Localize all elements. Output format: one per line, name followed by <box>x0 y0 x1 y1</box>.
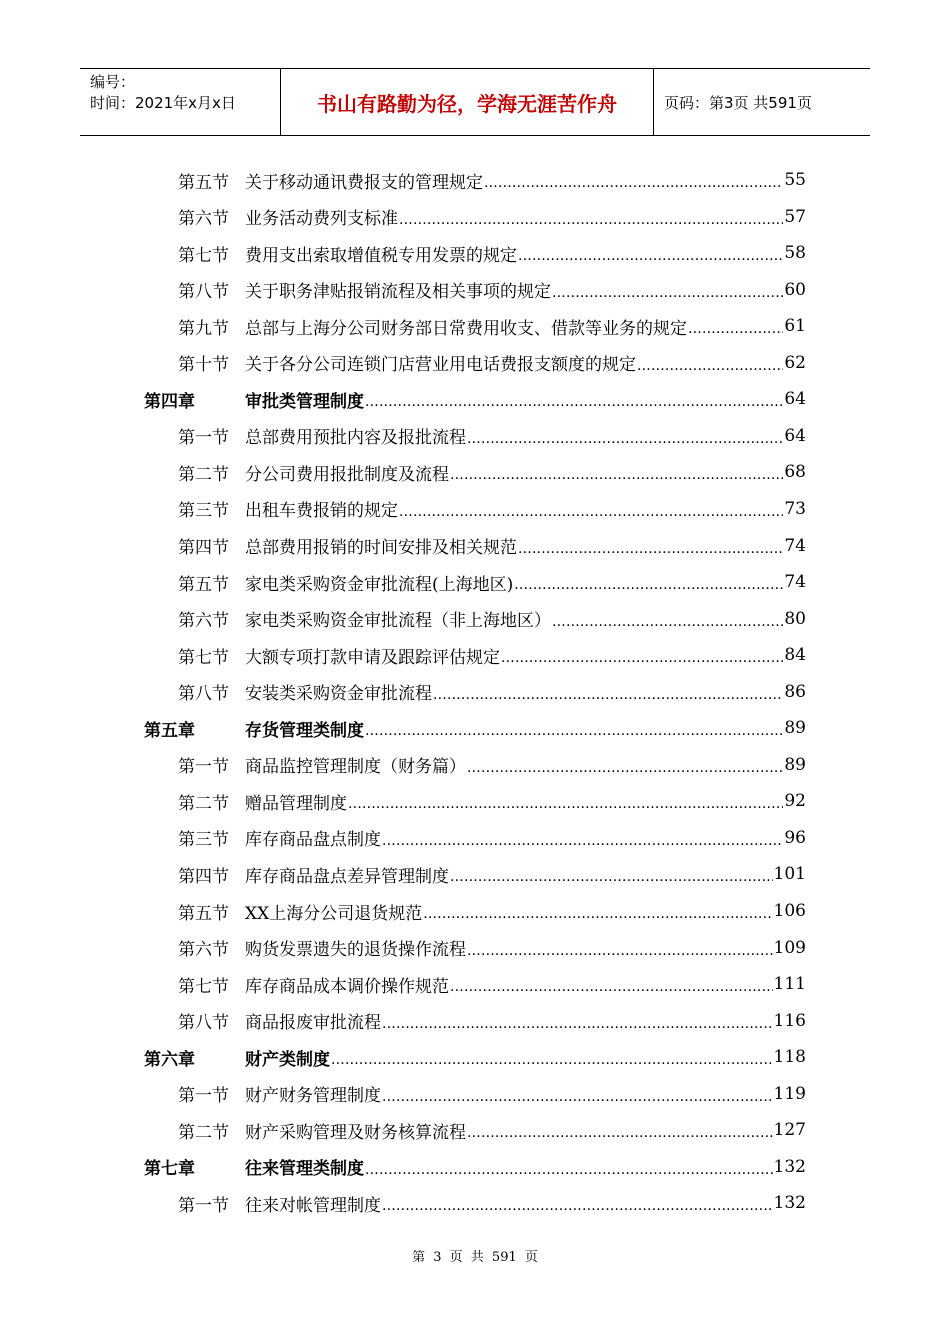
toc-chapter-entry[interactable] <box>144 710 806 746</box>
toc-section-entry[interactable] <box>178 637 806 673</box>
toc-section-entry[interactable] <box>178 674 806 710</box>
toc-entry-title: 关于移动通讯费报支的管理规定 <box>245 172 483 193</box>
toc-section-entry[interactable] <box>178 308 806 344</box>
toc-section-entry[interactable] <box>178 454 806 490</box>
toc-entry-title: 财产财务管理制度 <box>245 1086 381 1107</box>
toc-entry-number: 第八节 <box>178 1013 229 1034</box>
toc-section-entry[interactable] <box>178 1185 806 1221</box>
toc-dot-leader <box>365 720 783 740</box>
toc-entry-number: 第一节 <box>178 428 229 449</box>
toc-dot-leader <box>348 793 783 813</box>
toc-section-entry[interactable] <box>178 1112 806 1148</box>
toc-entry-page-number: 84 <box>784 645 806 666</box>
toc-entry-page-number: 116 <box>773 1010 806 1031</box>
toc-entry-page-number: 74 <box>784 572 806 593</box>
toc-dot-leader <box>382 1013 773 1033</box>
toc-section-entry[interactable] <box>178 528 806 564</box>
page-footer: 第 3 页 共 591 页 <box>412 1250 538 1265</box>
toc-entry-number: 第四章 <box>144 391 195 412</box>
toc-entry-number: 第七节 <box>178 245 229 266</box>
toc-entry-title: 财产类制度 <box>245 1049 330 1070</box>
toc-dot-leader <box>467 428 783 448</box>
toc-entry-number: 第十节 <box>178 355 229 376</box>
toc-entry-page-number: 74 <box>784 535 806 556</box>
toc-dot-leader <box>552 611 783 631</box>
toc-entry-page-number: 73 <box>784 498 806 519</box>
toc-section-entry[interactable] <box>178 199 806 235</box>
toc-entry-title: 家电类采购资金审批流程(上海地区) <box>245 574 514 595</box>
toc-section-entry[interactable] <box>178 235 806 271</box>
toc-entry-title: 安装类采购资金审批流程 <box>245 684 432 705</box>
toc-entry-number: 第八节 <box>178 282 229 303</box>
page-header <box>80 68 870 136</box>
toc-chapter-entry[interactable] <box>144 1149 806 1185</box>
toc-entry-page-number: 80 <box>784 608 806 629</box>
toc-entry-number: 第五节 <box>178 172 229 193</box>
toc-dot-leader <box>450 464 783 484</box>
toc-entry-page-number: 89 <box>784 754 806 775</box>
toc-entry-title: 总部费用预批内容及报批流程 <box>245 428 466 449</box>
toc-entry-number: 第二节 <box>178 464 229 485</box>
toc-dot-leader <box>331 1049 773 1069</box>
toc-entry-title: 大额专项打款申请及跟踪评估规定 <box>245 647 500 668</box>
toc-dot-leader <box>518 538 783 558</box>
toc-dot-leader <box>518 245 783 265</box>
toc-entry-number: 第四节 <box>178 866 229 887</box>
toc-entry-number: 第一节 <box>178 1086 229 1107</box>
toc-dot-leader <box>423 903 772 923</box>
toc-dot-leader <box>433 684 783 704</box>
toc-entry-number: 第六节 <box>178 940 229 961</box>
toc-entry-page-number: 60 <box>784 279 806 300</box>
toc-entry-number: 第七节 <box>178 976 229 997</box>
toc-entry-title: 购货发票遗失的退货操作流程 <box>245 940 466 961</box>
toc-entry-title: 费用支出索取增值税专用发票的规定 <box>245 245 517 266</box>
toc-entry-title: 往来对帐管理制度 <box>245 1195 381 1216</box>
toc-entry-page-number: 119 <box>773 1083 806 1104</box>
document-code-label: 编号： <box>90 73 136 91</box>
toc-entry-title: 库存商品盘点制度 <box>245 830 381 851</box>
toc-entry-number: 第二节 <box>178 793 229 814</box>
toc-entry-number: 第三节 <box>178 830 229 851</box>
toc-entry-title: 关于职务津贴报销流程及相关事项的规定 <box>245 282 551 303</box>
toc-section-entry[interactable] <box>178 1076 806 1112</box>
toc-dot-leader <box>688 318 783 338</box>
toc-entry-title: 总部费用报销的时间安排及相关规范 <box>245 538 517 558</box>
toc-entry-title: 赠品管理制度 <box>245 793 347 814</box>
toc-dot-leader <box>637 355 783 375</box>
toc-entry-number: 第五章 <box>144 720 195 741</box>
toc-entry-page-number: 106 <box>773 901 806 921</box>
toc-section-entry[interactable] <box>178 345 806 381</box>
toc-chapter-entry[interactable] <box>144 1039 806 1075</box>
header-page-info: 页码：第3页 共591页 <box>664 93 812 112</box>
toc-dot-leader <box>450 976 773 996</box>
toc-entry-page-number: 96 <box>784 827 806 848</box>
toc-entry-page-number: 57 <box>784 206 806 227</box>
toc-entry-title: 商品报废审批流程 <box>245 1013 381 1034</box>
toc-dot-leader <box>399 209 783 229</box>
toc-section-entry[interactable] <box>178 820 806 856</box>
toc-entry-title: 存货管理类制度 <box>245 720 364 741</box>
toc-dot-leader <box>382 830 783 850</box>
toc-entry-title: 分公司费用报批制度及流程 <box>245 464 449 485</box>
toc-dot-leader <box>514 574 783 594</box>
toc-entry-title: 出租车费报销的规定 <box>245 501 398 522</box>
toc-entry-title: 审批类管理制度 <box>245 391 364 412</box>
toc-section-entry[interactable] <box>178 930 806 966</box>
toc-entry-number: 第三节 <box>178 501 229 522</box>
toc-dot-leader <box>365 391 783 411</box>
toc-entry-title: 总部与上海分公司财务部日常费用收支、借款等业务的规定 <box>245 318 687 339</box>
toc-section-entry[interactable] <box>178 783 806 819</box>
toc-entry-page-number: 62 <box>784 352 806 373</box>
toc-dot-leader <box>382 1086 773 1106</box>
toc-entry-title: 业务活动费列支标准 <box>245 209 398 230</box>
toc-entry-number: 第六节 <box>178 611 229 632</box>
toc-entry-title: 库存商品成本调价操作规范 <box>245 976 449 997</box>
toc-dot-leader <box>467 940 773 960</box>
header-slogan: 书山有路勤为径，学海无涯苦作舟 <box>281 69 654 135</box>
toc-entry-number: 第九节 <box>178 318 229 339</box>
toc-section-entry[interactable] <box>178 601 806 637</box>
toc-section-entry[interactable] <box>178 272 806 308</box>
toc-entry-page-number: 64 <box>784 425 806 446</box>
toc-entry-page-number: 111 <box>773 974 806 995</box>
toc-entry-page-number: 109 <box>773 937 806 958</box>
toc-entry-number: 第七节 <box>178 647 229 668</box>
toc-entry-number: 第七章 <box>144 1159 195 1180</box>
toc-entry-number: 第一节 <box>178 1195 229 1216</box>
toc-entry-title: 财产采购管理及财务核算流程 <box>245 1122 466 1143</box>
toc-dot-leader <box>467 1122 773 1142</box>
document-time: 时间：2021年x月x日 <box>90 94 236 112</box>
toc-entry-page-number: 55 <box>784 170 806 190</box>
toc-entry-title: 往来管理类制度 <box>245 1159 364 1180</box>
toc-entry-page-number: 58 <box>784 243 806 264</box>
toc-dot-leader <box>382 1195 773 1215</box>
toc-dot-leader <box>467 757 783 777</box>
toc-section-entry[interactable] <box>178 162 806 198</box>
toc-chapter-entry[interactable] <box>144 381 806 417</box>
toc-section-entry[interactable] <box>178 856 806 892</box>
toc-dot-leader <box>450 866 773 886</box>
toc-entry-title: XX上海分公司退货规范 <box>245 903 423 924</box>
toc-entry-page-number: 101 <box>773 864 806 885</box>
toc-section-entry[interactable] <box>178 966 806 1002</box>
toc-entry-number: 第八节 <box>178 684 229 705</box>
toc-dot-leader <box>501 647 783 667</box>
toc-entry-number: 第五节 <box>178 574 229 595</box>
toc-entry-title: 商品监控管理制度（财务篇） <box>245 757 466 778</box>
toc-entry-page-number: 64 <box>784 389 806 410</box>
toc-entry-number: 第六章 <box>144 1049 195 1070</box>
toc-entry-number: 第六节 <box>178 209 229 230</box>
toc-entry-page-number: 89 <box>784 718 806 739</box>
toc-section-entry[interactable] <box>178 491 806 527</box>
toc-entry-number: 第二节 <box>178 1122 229 1143</box>
toc-entry-title: 家电类采购资金审批流程（非上海地区） <box>245 611 551 632</box>
toc-entry-number: 第四节 <box>178 538 229 558</box>
toc-section-entry[interactable] <box>178 564 806 600</box>
toc-dot-leader <box>399 501 783 521</box>
toc-entry-page-number: 127 <box>773 1120 806 1141</box>
toc-entry-number: 第五节 <box>178 903 229 924</box>
toc-entry-page-number: 132 <box>773 1193 806 1214</box>
toc-dot-leader <box>484 172 783 192</box>
toc-entry-page-number: 118 <box>773 1047 806 1068</box>
toc-entry-page-number: 61 <box>784 316 806 337</box>
toc-section-entry[interactable] <box>178 893 806 929</box>
toc-entry-title: 库存商品盘点差异管理制度 <box>245 866 449 887</box>
toc-section-entry[interactable] <box>178 747 806 783</box>
toc-entry-title: 关于各分公司连锁门店营业用电话费报支额度的规定 <box>245 355 636 376</box>
toc-section-entry[interactable] <box>178 418 806 454</box>
toc-entry-page-number: 86 <box>784 681 806 702</box>
toc-entry-number: 第一节 <box>178 757 229 778</box>
toc-dot-leader <box>365 1159 773 1179</box>
header-meta <box>80 69 281 135</box>
toc-entry-page-number: 132 <box>773 1156 806 1177</box>
toc-dot-leader <box>552 282 783 302</box>
toc-entry-page-number: 68 <box>784 462 806 483</box>
toc-section-entry[interactable] <box>178 1003 806 1039</box>
toc-entry-page-number: 92 <box>784 791 806 812</box>
